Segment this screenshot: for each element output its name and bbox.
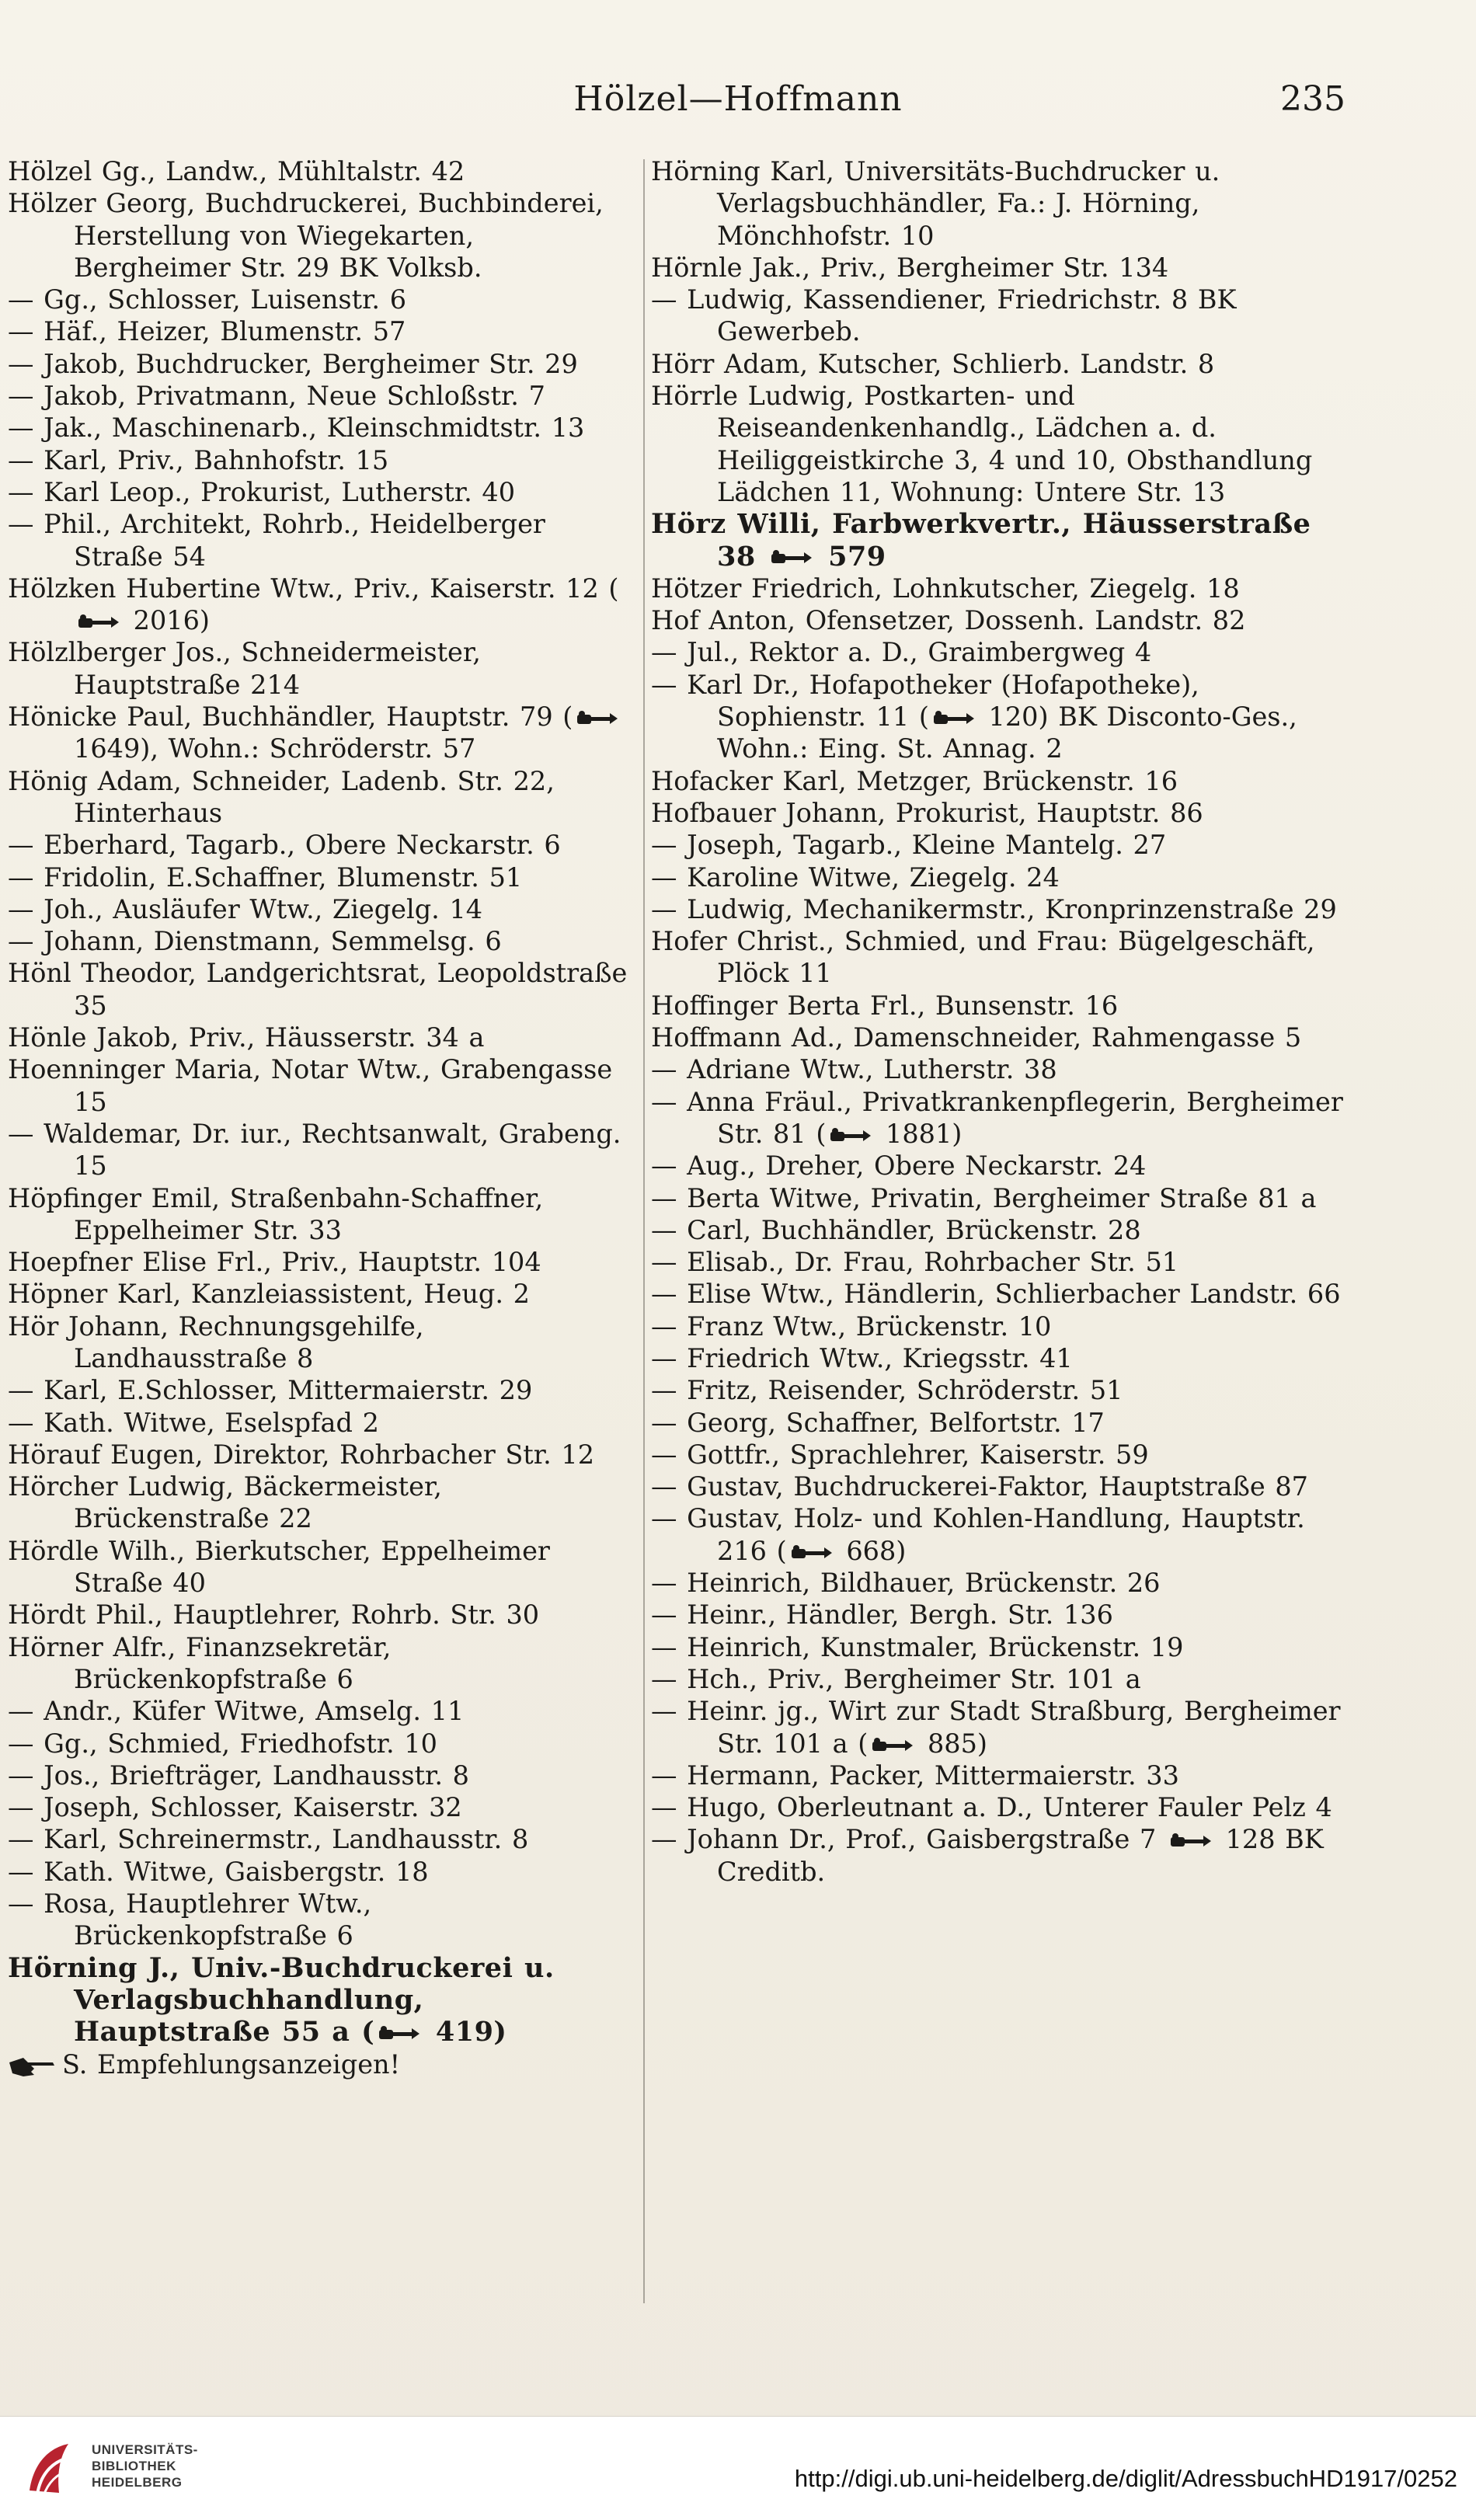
telephone-icon [871,1737,914,1754]
directory-entry [651,155,1350,252]
left-column [8,155,629,2080]
entry-text: — Jak., Maschinenarb., Kleinschmidtstr. 13 [8,412,585,444]
entry-text: — Waldemar, Dr. iur., Rechtsanwalt, Grabeng. 15 [8,1118,621,1182]
entry-text: — Gustav, Buchdruckerei-Faktor, Hauptstraße 87 [651,1471,1308,1502]
directory-entry [651,1502,1350,1567]
directory-entry [651,990,1350,1022]
directory-entry [8,1599,629,1631]
directory-entry [8,444,629,476]
directory-entry [651,669,1350,765]
entry-text: — Hch., Priv., Bergheimer Str. 101 a [651,1663,1141,1694]
entry-text: Hörning Karl, Universitäts-Buchdrucker u. Verlagsbuchhändler, Fa.: J. Hörning, Mönchhofstr. 10 [651,156,1220,251]
entry-text: — Georg, Schaffner, Belfortstr. 17 [651,1407,1105,1438]
directory-entry [8,1182,629,1247]
entry-text: Hölzel Gg., Landw., Mühltalstr. 42 [8,156,465,186]
directory-entry [8,1759,629,1791]
entry-text: — Johann Dr., Prof., Gaisbergstraße 7 [651,1824,1166,1855]
entry-text: — Andr., Küfer Witwe, Amselg. 11 [8,1696,465,1727]
pointing-hand-icon [8,2055,56,2078]
footer-bar [0,2416,1476,2520]
directory-entry [8,1407,629,1439]
entry-text: — Karl Leop., Prokurist, Lutherstr. 40 [8,476,516,507]
entry-text: — Kath. Witwe, Gaisbergstr. 18 [8,1856,429,1887]
entry-text: — Adriane Wtw., Lutherstr. 38 [651,1054,1057,1085]
directory-entry [651,1342,1350,1374]
entry-text: — Joseph, Tagarb., Kleine Mantelg. 27 [651,830,1167,861]
entry-text: Höpner Karl, Kanzleiassistent, Heug. 2 [8,1279,530,1310]
directory-entry [8,636,629,701]
directory-entry [8,284,629,315]
entry-text: — Fritz, Reisender, Schröderstr. 51 [651,1375,1123,1406]
directory-entry [8,1022,629,1053]
entry-text: Hönl Theodor, Landgerichtsrat, Leopoldstraße 35 [8,958,628,1021]
entry-text: — Hermann, Packer, Mittermaierstr. 33 [651,1759,1179,1791]
entry-text: 668) [836,1535,907,1566]
entry-text: — Karl, Schreinermstr., Landhausstr. 8 [8,1824,529,1855]
entry-text: — Franz Wtw., Brückenstr. 10 [651,1310,1052,1342]
directory-entry [8,1374,629,1406]
entry-text: Hölzlberger Jos., Schneidermeister, Hauptstraße 214 [8,637,481,700]
entry-text: — Elise Wtw., Händlerin, Schlierbacher Landstr. 66 [651,1279,1341,1310]
running-title: Hölzel—Hoffmann [573,79,903,119]
entry-text: Hötzer Friedrich, Lohnkutscher, Ziegelg. 18 [651,573,1240,604]
directory-entry [8,861,629,893]
entry-text: — Karl, Priv., Bahnhofstr. 15 [8,444,389,475]
directory-entry [651,508,1350,573]
directory-entry [651,1407,1350,1439]
directory-entry [8,508,629,573]
directory-entry [8,1823,629,1855]
entry-text: — Berta Witwe, Privatin, Bergheimer Straße 81 a [651,1182,1317,1213]
entry-text: Hönicke Paul, Buchhändler, Hauptstr. 79 ( [8,701,573,733]
entry-text: 2016) [124,605,210,636]
directory-entry [8,1791,629,1823]
directory-entry [651,380,1350,508]
directory-entry [651,252,1350,284]
entry-text: — Carl, Buchhändler, Brückenstr. 28 [651,1214,1141,1245]
directory-entry [651,893,1350,925]
directory-entry [8,1053,629,1118]
entry-text: Hörz Willi, Farbwerkvertr., Häusserstraße 38 [651,508,1311,573]
directory-entry [651,925,1350,990]
telephone-icon [770,549,813,566]
entry-text: Hörnle Jak., Priv., Bergheimer Str. 134 [651,252,1169,283]
directory-entry [8,380,629,412]
entry-text: — Heinrich, Bildhauer, Brückenstr. 26 [651,1568,1161,1599]
directory-entry [8,1471,629,1535]
library-logo-icon[interactable] [14,2432,88,2506]
entry-text: — Heinr. jg., Wirt zur Stadt Straßburg, Bergheimer Str. 101 a ( [651,1696,1341,1759]
directory-entry [8,1278,629,1310]
entry-text: — Jul., Rektor a. D., Graimbergweg 4 [651,637,1152,668]
directory-entry [651,1663,1350,1695]
entry-text: Hoenninger Maria, Notar Wtw., Grabengasse 15 [8,1054,613,1117]
entry-text: Höpfinger Emil, Straßenbahn-Schaffner, Eppelheimer Str. 33 [8,1182,544,1245]
directory-entry [8,893,629,925]
directory-entry [8,573,629,637]
entry-text: Hof Anton, Ofensetzer, Dossenh. Landstr. 82 [651,605,1246,636]
directory-entry [8,1695,629,1727]
entry-text: 419) [424,2016,507,2048]
directory-entry [8,2048,629,2080]
entry-text: Hoepfner Elise Frl., Priv., Hauptstr. 104 [8,1247,541,1278]
entry-text: — Anna Fräul., Privatkrankenpflegerin, Bergheimer Str. 81 ( [651,1086,1343,1149]
directory-entry [651,1695,1350,1759]
entry-text: Hofer Christ., Schmied, und Frau: Bügelgeschäft, Plöck 11 [651,926,1315,989]
entry-text: — Gustav, Holz- und Kohlen-Handlung, Hauptstr. 216 ( [651,1503,1305,1566]
directory-entry [651,1022,1350,1053]
directory-entry [8,1952,629,2048]
telephone-icon [790,1544,834,1561]
telephone-icon [378,2025,421,2042]
entry-text: — Hugo, Oberleutnant a. D., Unterer Fauler Pelz 4 [651,1792,1332,1823]
entry-text: Hörning J., Univ.-Buchdruckerei u. Verlagsbuchhandlung, Hauptstraße 55 a ( [8,1951,555,2048]
directory-entry [651,1278,1350,1310]
page-header [0,75,1476,129]
directory-entry [651,1471,1350,1502]
directory-entry [651,797,1350,829]
directory-entry [8,348,629,380]
library-name-line: UNIVERSITÄTS- [92,2442,198,2457]
entry-text: — Elisab., Dr. Frau, Rohrbacher Str. 51 [651,1247,1179,1278]
directory-entry [651,1791,1350,1823]
entry-text: — Kath. Witwe, Eselspfad 2 [8,1407,379,1438]
directory-entry [8,765,629,830]
directory-entry [8,1310,629,1375]
entry-text: — Gg., Schlosser, Luisenstr. 6 [8,284,407,315]
directory-entry [8,412,629,444]
source-url-link[interactable]: http://digi.ub.uni-heidelberg.de/diglit/AdressbuchHD1917/0252 [794,2465,1457,2492]
directory-entry [651,1599,1350,1631]
entry-text: 579 [816,540,886,573]
entry-text: Hofbauer Johann, Prokurist, Hauptstr. 86 [651,797,1203,828]
directory-entry [651,1214,1350,1246]
entry-text: — Joh., Ausläufer Wtw., Ziegelg. 14 [8,893,483,924]
entry-text: — Johann, Dienstmann, Semmelsg. 6 [8,926,502,957]
entry-text: Hörner Alfr., Finanzsekretär, Brückenkopfstraße 6 [8,1631,392,1694]
directory-entry [8,1888,629,1952]
directory-entry [8,1728,629,1759]
directory-entry [651,636,1350,668]
directory-entry [8,1631,629,1696]
directory-entry [8,476,629,508]
directory-entry [651,1374,1350,1406]
entry-text: — Heinrich, Kunstmaler, Brückenstr. 19 [651,1631,1184,1662]
entry-text: 120) BK Disconto-Ges., Wohn.: Eing. St. Annag. 2 [717,701,1297,764]
entry-text: Hörrle Ludwig, Postkarten- und Reiseandenkenhandlg., Lädchen a. d. Heiliggeistkirche 3, 4 und 10, Obsthandlung Lädchen 11, Wohnung: Untere Str. 13 [651,381,1313,507]
library-name-line: BIBLIOTHEK [92,2459,176,2473]
entry-text: — Phil., Architekt, Rohrb., Heidelberger Straße 54 [8,509,545,572]
entry-text: Hölzken Hubertine Wtw., Priv., Kaiserstr. 12 ( [8,573,619,604]
directory-entry [8,155,629,187]
entry-text: Hönle Jakob, Priv., Häusserstr. 34 a [8,1022,485,1053]
entry-text: — Aug., Dreher, Obere Neckarstr. 24 [651,1150,1147,1182]
telephone-icon [829,1127,872,1144]
entry-text: 128 BK Creditb. [717,1824,1324,1887]
directory-entry [651,1086,1350,1150]
directory-entry [8,1535,629,1599]
directory-entry [651,573,1350,604]
directory-entry [651,1310,1350,1342]
directory-entry [651,1567,1350,1599]
entry-text: — Joseph, Schlosser, Kaiserstr. 32 [8,1792,462,1823]
directory-entry [651,1823,1350,1888]
entry-text: — Rosa, Hauptlehrer Wtw., Brückenkopfstraße 6 [8,1888,372,1951]
entry-text: Hönig Adam, Schneider, Ladenb. Str. 22, Hinterhaus [8,765,555,828]
directory-entry [651,1439,1350,1471]
entry-text: — Fridolin, E.Schaffner, Blumenstr. 51 [8,861,523,893]
directory-entry [651,861,1350,893]
directory-entry [651,284,1350,348]
telephone-icon [1169,1833,1213,1850]
entry-text: — Heinr., Händler, Bergh. Str. 136 [651,1599,1113,1631]
directory-entry [651,604,1350,636]
directory-entry [8,1118,629,1182]
directory-entry [651,1759,1350,1791]
entry-text: Hofacker Karl, Metzger, Brückenstr. 16 [651,765,1178,796]
directory-entry [651,1631,1350,1663]
directory-entry [8,1856,629,1888]
directory-entry [8,829,629,861]
entry-text: Hörcher Ludwig, Bäckermeister, Brückenstraße 22 [8,1471,442,1534]
directory-entry [651,1053,1350,1085]
directory-entry [8,187,629,284]
directory-entry [8,701,629,765]
entry-text: — Friedrich Wtw., Kriegsstr. 41 [651,1342,1073,1373]
entry-text: Hölzer Georg, Buchdruckerei, Buchbinderei, Herstellung von Wiegekarten, Bergheimer Str. 29 BK Volksb. [8,188,604,283]
entry-text: S. Empfehlungsanzeigen! [62,2048,401,2080]
entry-text: Hörr Adam, Kutscher, Schlierb. Landstr. 8 [651,348,1215,379]
entry-text: — Karl, E.Schlosser, Mittermaierstr. 29 [8,1375,533,1406]
library-name-line: HEIDELBERG [92,2475,183,2490]
entry-text: — Ludwig, Kassendiener, Friedrichstr. 8 BK Gewerbeb. [651,284,1237,347]
directory-entry [8,925,629,957]
directory-entry [651,1150,1350,1182]
column-divider [643,159,645,2303]
entry-text: — Eberhard, Tagarb., Obere Neckarstr. 6 [8,830,561,861]
entry-text: — Jakob, Privatmann, Neue Schloßstr. 7 [8,381,545,412]
entry-text: Hoffmann Ad., Damenschneider, Rahmengasse 5 [651,1022,1302,1053]
entry-text: — Karoline Witwe, Ziegelg. 24 [651,861,1060,893]
entry-text: — Jakob, Buchdrucker, Bergheimer Str. 29 [8,348,578,379]
entry-text: Hoffinger Berta Frl., Bunsenstr. 16 [651,990,1119,1021]
telephone-icon [932,710,976,727]
directory-entry [8,957,629,1022]
entry-text: — Gottfr., Sprachlehrer, Kaiserstr. 59 [651,1439,1149,1470]
right-column [651,155,1350,1888]
telephone-icon [77,614,120,631]
library-name [92,2442,198,2490]
directory-entry [8,1246,629,1278]
directory-entry [651,1182,1350,1214]
entry-text: Hördt Phil., Hauptlehrer, Rohrb. Str. 30 [8,1599,540,1631]
entry-text: 1649), Wohn.: Schröderstr. 57 [74,733,476,764]
directory-entry [651,765,1350,797]
entry-text: Hördle Wilh., Bierkutscher, Eppelheimer Straße 40 [8,1535,550,1599]
entry-text: — Jos., Briefträger, Landhausstr. 8 [8,1759,469,1791]
entry-text: — Gg., Schmied, Friedhofstr. 10 [8,1728,437,1759]
page-number: 235 [1280,79,1345,119]
entry-text: Hörauf Eugen, Direktor, Rohrbacher Str. 12 [8,1439,595,1470]
directory-entry [651,1246,1350,1278]
entry-text: 1881) [876,1118,963,1149]
directory-entry [651,348,1350,380]
entry-text: — Ludwig, Mechanikermstr., Kronprinzenstraße 29 [651,893,1337,924]
entry-text: Hör Johann, Rechnungsgehilfe, Landhausstraße 8 [8,1310,424,1373]
directory-entry [651,829,1350,861]
directory-entry [8,1439,629,1471]
entry-text: 885) [917,1728,987,1759]
directory-entry [8,315,629,347]
entry-text: — Karl Dr., Hofapotheker (Hofapotheke), Sophienstr. 11 ( [651,669,1199,733]
telephone-icon [576,710,619,727]
entry-text: — Häf., Heizer, Blumenstr. 57 [8,316,406,347]
